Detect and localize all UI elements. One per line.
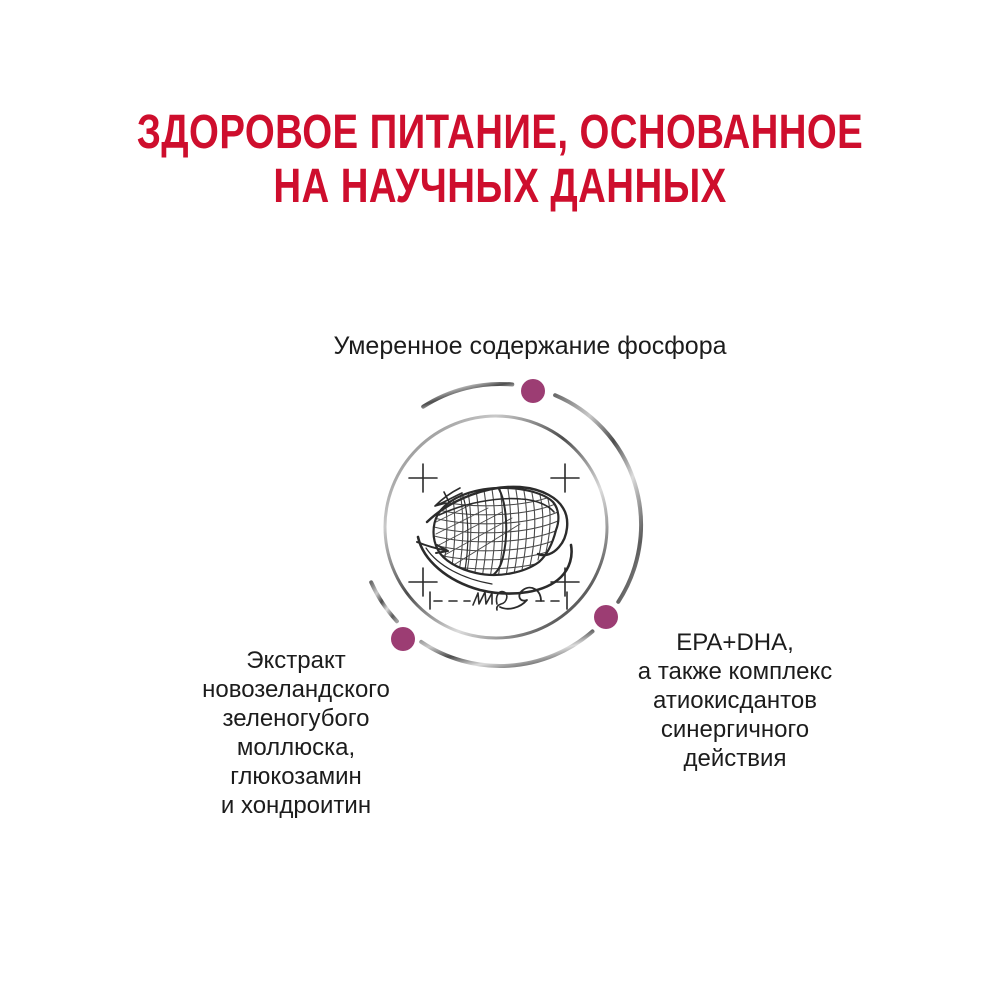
kibble-sketch: [409, 464, 579, 610]
title-line-1: ЗДОРОВОЕ ПИТАНИЕ, ОСНОВАННОЕ: [136, 106, 864, 159]
callout-right-line: синергичного: [660, 716, 810, 743]
callout-left-line: и хондроитин: [220, 792, 372, 819]
callout-right-line: атиокисдантов: [653, 687, 817, 714]
callout-left-line: моллюска,: [236, 734, 356, 761]
callout-epa-dha: [585, 628, 885, 773]
callout-mussel-extract: [146, 646, 446, 820]
outer-ring-arc-top-left: [423, 384, 512, 407]
outer-ring-arc-left: [371, 582, 397, 621]
callout-right-line: а также комплекс: [637, 658, 833, 685]
callout-phosphorus-line: Умеренное содержание фосфора: [333, 332, 727, 360]
callout-left-line: Экстракт: [246, 647, 346, 674]
callout-phosphorus: [280, 332, 780, 361]
title-line-2: НА НАУЧНЫХ ДАННЫХ: [273, 160, 727, 213]
callout-left-line: новозеландского: [202, 676, 390, 703]
callout-left-line: зеленогубого: [222, 705, 370, 732]
callout-right-line: действия: [683, 745, 787, 772]
callout-right-line: EPA+DHA,: [676, 629, 794, 656]
bullet-dot-top: [521, 379, 545, 403]
bullet-dot-bottom-right: [594, 605, 618, 629]
callout-left-line: глюкозамин: [230, 763, 362, 790]
